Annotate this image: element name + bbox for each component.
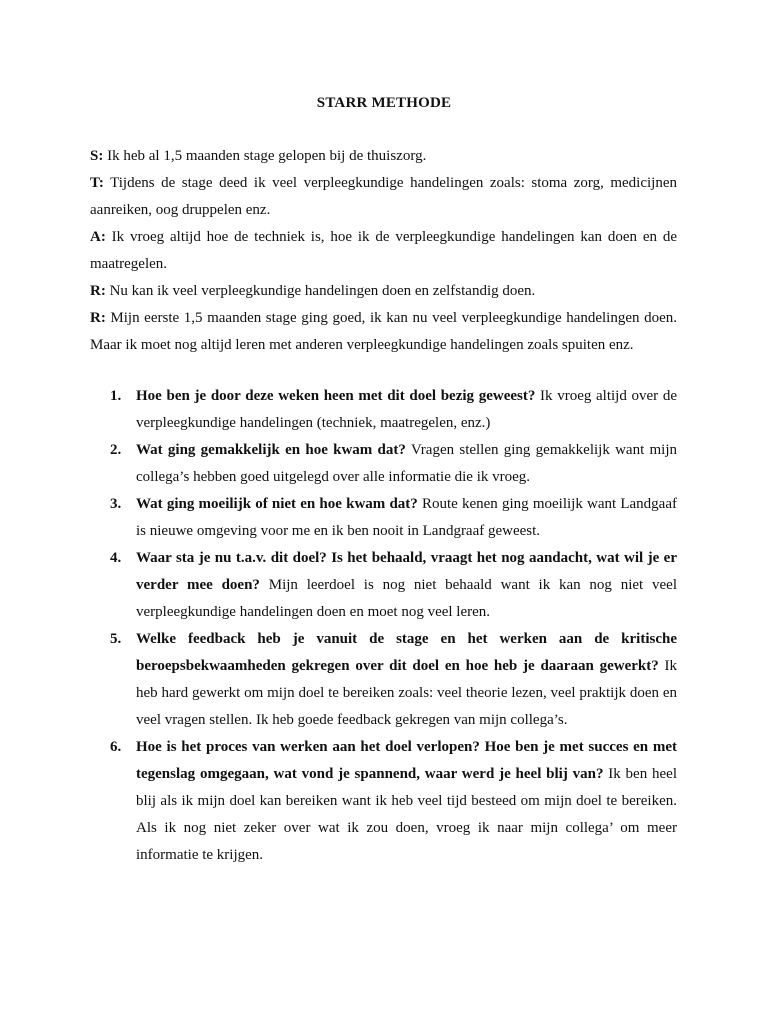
starr-task	[90, 170, 677, 224]
starr-text: Mijn eerste 1,5 maanden stage ging goed, ik kan nu veel verpleegkundige handelingen doen. Maar ik moet nog altijd leren met anderen verpleegkundige handelingen zoals spuiten enz.	[90, 310, 677, 353]
starr-reflection	[90, 305, 677, 359]
question-text: Waar sta je nu t.a.v. dit doel? Is het behaald, vraagt het nog aandacht, wat wil je er verder mee doen?	[136, 550, 677, 593]
list-item	[90, 626, 677, 734]
answer-text: Ik vroeg altijd over de verpleegkundige handelingen (techniek, maatregelen, enz.)	[136, 388, 677, 431]
list-item	[90, 545, 677, 626]
question-text: Wat ging moeilijk of niet en hoe kwam dat?	[136, 496, 418, 512]
starr-letter: T:	[90, 175, 104, 191]
starr-letter: R:	[90, 283, 106, 299]
question-text: Hoe is het proces van werken aan het doel verlopen? Hoe ben je met succes en met tegenslag omgegaan, wat vond je spannend, waar werd je heel blij van?	[136, 739, 677, 782]
starr-letter: R:	[90, 310, 106, 326]
list-item	[90, 491, 677, 545]
document-title: STARR METHODE	[316, 95, 452, 111]
list-item	[90, 383, 677, 437]
starr-text: Ik heb al 1,5 maanden stage gelopen bij de thuiszorg.	[103, 148, 427, 164]
list-item	[90, 734, 677, 869]
starr-text: Tijdens de stage deed ik veel verpleegkundige handelingen zoals: stoma zorg, medicijnen aanreiken, oog druppelen enz.	[90, 175, 677, 218]
list-number: 4.	[110, 550, 122, 566]
answer-text: Mijn leerdoel is nog niet behaald want ik kan nog niet veel verpleegkundige handelingen doen en moet nog veel leren.	[136, 577, 677, 620]
starr-letter: A:	[90, 229, 106, 245]
answer-text: Route kenen ging moeilijk want Landgaaf is nieuwe omgeving voor me en ik ben nooit in Landgraaf geweest.	[136, 496, 677, 539]
starr-result	[90, 278, 677, 305]
list-number: 1.	[110, 388, 122, 404]
answer-text: Ik ben heel blij als ik mijn doel kan bereiken want ik heb veel tijd besteed om mijn doel te bereiken. Als ik nog niet zeker over wat ik zou doen, vroeg ik naar mijn collega’ om meer informatie te krijgen.	[136, 766, 677, 863]
answer-text: Vragen stellen ging gemakkelijk want mijn collega’s hebben goed uitgelegd over alle informatie die ik vroeg.	[136, 442, 677, 485]
answer-text: Ik heb hard gewerkt om mijn doel te bereiken zoals: veel theorie lezen, veel praktijk doen en veel vragen stellen. Ik heb goede feedback gekregen van mijn collega’s.	[136, 658, 678, 728]
list-item	[90, 437, 677, 491]
question-text: Hoe ben je door deze weken heen met dit doel bezig geweest?	[136, 388, 536, 404]
starr-situation	[90, 143, 677, 170]
question-text: Welke feedback heb je vanuit de stage en het werken aan de kritische beroepsbekwaamheden gekregen over dit doel en hoe heb je daaraan gewerkt?	[136, 631, 677, 674]
reflection-questions-list	[90, 383, 677, 869]
starr-text: Nu kan ik veel verpleegkundige handelingen doen en zelfstandig doen.	[105, 283, 536, 299]
question-text: Wat ging gemakkelijk en hoe kwam dat?	[136, 442, 406, 458]
list-number: 6.	[110, 739, 122, 755]
list-number: 2.	[110, 442, 122, 458]
list-number: 3.	[110, 496, 122, 512]
starr-letter: S:	[90, 148, 104, 164]
starr-text: Ik vroeg altijd hoe de techniek is, hoe ik de verpleegkundige handelingen kan doen en de maatregelen.	[90, 229, 677, 272]
starr-action	[90, 224, 677, 278]
list-number: 5.	[110, 631, 122, 647]
starr-section	[90, 143, 677, 359]
